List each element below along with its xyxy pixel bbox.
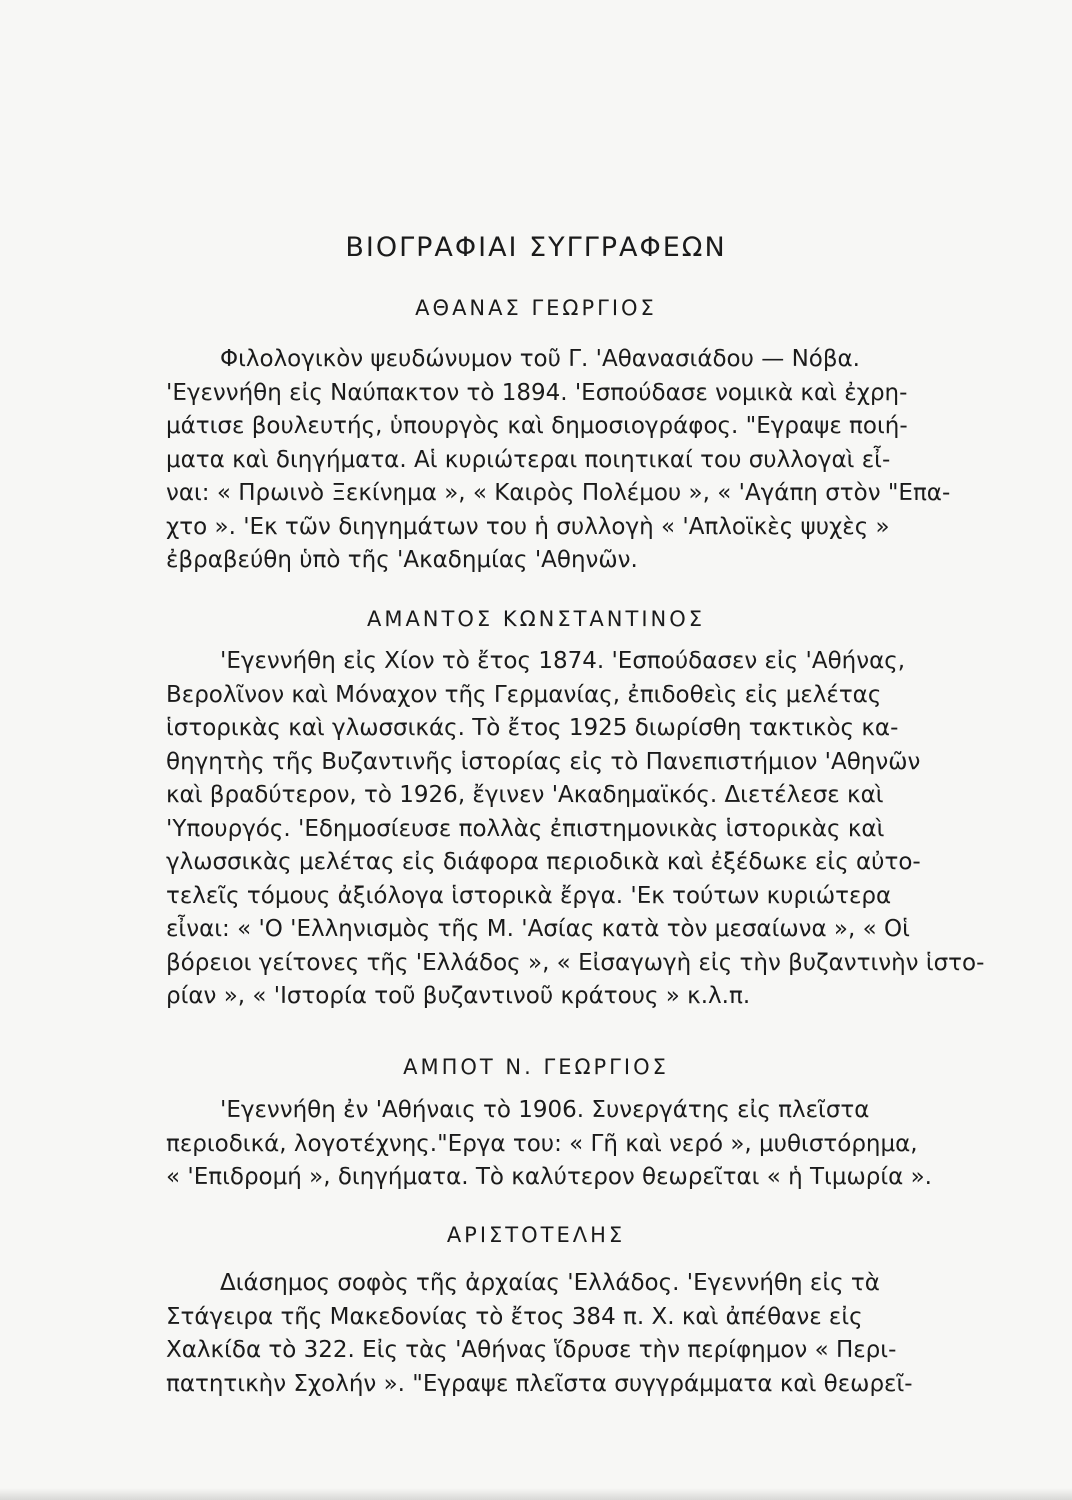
text-line: 'Εγεννήθη εἰς Ναύπακτον τὸ 1894. 'Εσπούδασε νομικὰ καὶ ἐχρη- bbox=[166, 379, 908, 406]
text-line: ρίαν », « 'Ιστορία τοῦ βυζαντινοῦ κράτους » κ.λ.π. bbox=[166, 983, 751, 1009]
entry-body-amantos bbox=[166, 645, 990, 1014]
text-line: πατητικὴν Σχολήν ». "Εγραψε πλεῖστα συγγράμματα καὶ θεωρεῖ- bbox=[166, 1370, 913, 1397]
text-line: Φιλολογικὸν ψευδώνυμον τοῦ Γ. 'Αθανασιάδου — Νόβα. bbox=[220, 346, 860, 372]
text-line: περιοδικά, λογοτέχνης."Εργα του: « Γῆ καὶ νερό », μυθιστόρημα, bbox=[166, 1130, 918, 1157]
text-line: « 'Επιδρομή », διηγήματα. Τὸ καλύτερον θεωρεῖται « ἡ Τιμωρία ». bbox=[166, 1164, 932, 1190]
text-line: μάτισε βουλευτής, ὑπουργὸς καὶ δημοσιογράφος. "Εγραψε ποιή- bbox=[166, 413, 908, 439]
text-line: τελεῖς τόμους ἀξιόλογα ἱστορικὰ ἔργα. 'Εκ τούτων κυριώτερα bbox=[166, 882, 892, 909]
text-line: Βερολῖνον καὶ Μόναχον τῆς Γερμανίας, ἐπιδοθεὶς εἰς μελέτας bbox=[166, 681, 882, 708]
text-line: ἱστορικὰς καὶ γλωσσικάς. Τὸ ἔτος 1925 διωρίσθη τακτικὸς κα- bbox=[166, 715, 899, 741]
text-line: 'Εγεννήθη ἐν 'Αθήναις τὸ 1906. Συνεργάτης εἰς πλεῖστα bbox=[220, 1097, 870, 1123]
text-line: χτο ». 'Εκ τῶν διηγημάτων του ἡ συλλογὴ « 'Απλοϊκὲς ψυχὲς » bbox=[166, 513, 890, 540]
page-title: ΒΙΟΓΡΑΦΙΑΙ ΣΥΓΓΡΑΦΕΩΝ bbox=[345, 232, 727, 263]
entry-heading-abbot: ΑΜΠΟΤ Ν. ΓΕΩΡΓΙΟΣ bbox=[403, 1055, 669, 1079]
text-line: ματα καὶ διηγήματα. Αἱ κυριώτεραι ποιητικαί του συλλογαὶ εἶ- bbox=[166, 446, 891, 473]
entry-body-abbot bbox=[166, 1094, 990, 1195]
text-line: ἐβραβεύθη ὑπὸ τῆς 'Ακαδημίας 'Αθηνῶν. bbox=[166, 547, 638, 573]
text-line: ναι: « Πρωινὸ Ξεκίνημα », « Καιρὸς Πολέμου », « 'Αγάπη στὸν "Επα- bbox=[166, 480, 951, 506]
text-line: εἶναι: « 'Ο 'Ελληνισμὸς τῆς Μ. 'Ασίας κατὰ τὸν μεσαίωνα », « Οἱ bbox=[166, 916, 910, 942]
text-line: βόρειοι γείτονες τῆς 'Ελλάδος », « Εἰσαγωγὴ εἰς τὴν βυζαντινὴν ἱστο- bbox=[166, 949, 985, 976]
text-line: Διάσημος σοφὸς τῆς ἀρχαίας 'Ελλάδος. 'Εγεννήθη εἰς τὰ bbox=[220, 1270, 880, 1296]
text-line: Χαλκίδα τὸ 322. Εἰς τὰς 'Αθήνας ἵδρυσε τὴν περίφημον « Περι- bbox=[166, 1337, 897, 1363]
text-line: 'Υπουργός. 'Εδημοσίευσε πολλὰς ἐπιστημονικὰς ἱστορικὰς καὶ bbox=[166, 815, 885, 842]
page-bottom-edge bbox=[0, 1488, 1072, 1500]
text-line: καὶ βραδύτερον, τὸ 1926, ἔγινεν 'Ακαδημαϊκός. Διετέλεσε καὶ bbox=[166, 782, 884, 808]
entry-heading-amantos: ΑΜΑΝΤΟΣ ΚΩΝΣΤΑΝΤΙΝΟΣ bbox=[366, 607, 706, 631]
text-line: 'Εγεννήθη εἰς Χίον τὸ ἔτος 1874. 'Εσπούδασεν εἰς 'Αθήνας, bbox=[220, 648, 906, 674]
entry-heading-athanas: ΑΘΑΝΑΣ ΓΕΩΡΓΙΟΣ bbox=[415, 296, 657, 320]
text-line: θηγητὴς τῆς Βυζαντινῆς ἱστορίας εἰς τὸ Πανεπιστήμιον 'Αθηνῶν bbox=[166, 748, 921, 775]
text-line: γλωσσικὰς μελέτας εἰς διάφορα περιοδικὰ καὶ ἐξέδωκε εἰς αὐτο- bbox=[166, 849, 921, 875]
entry-heading-aristotle: ΑΡΙΣΤΟΤΕΛΗΣ bbox=[446, 1223, 626, 1247]
text-line: Στάγειρα τῆς Μακεδονίας τὸ ἔτος 384 π. Χ. καὶ ἀπέθανε εἰς bbox=[166, 1303, 863, 1330]
entry-body-aristotle bbox=[166, 1267, 990, 1401]
entry-body-athanas bbox=[166, 343, 990, 578]
